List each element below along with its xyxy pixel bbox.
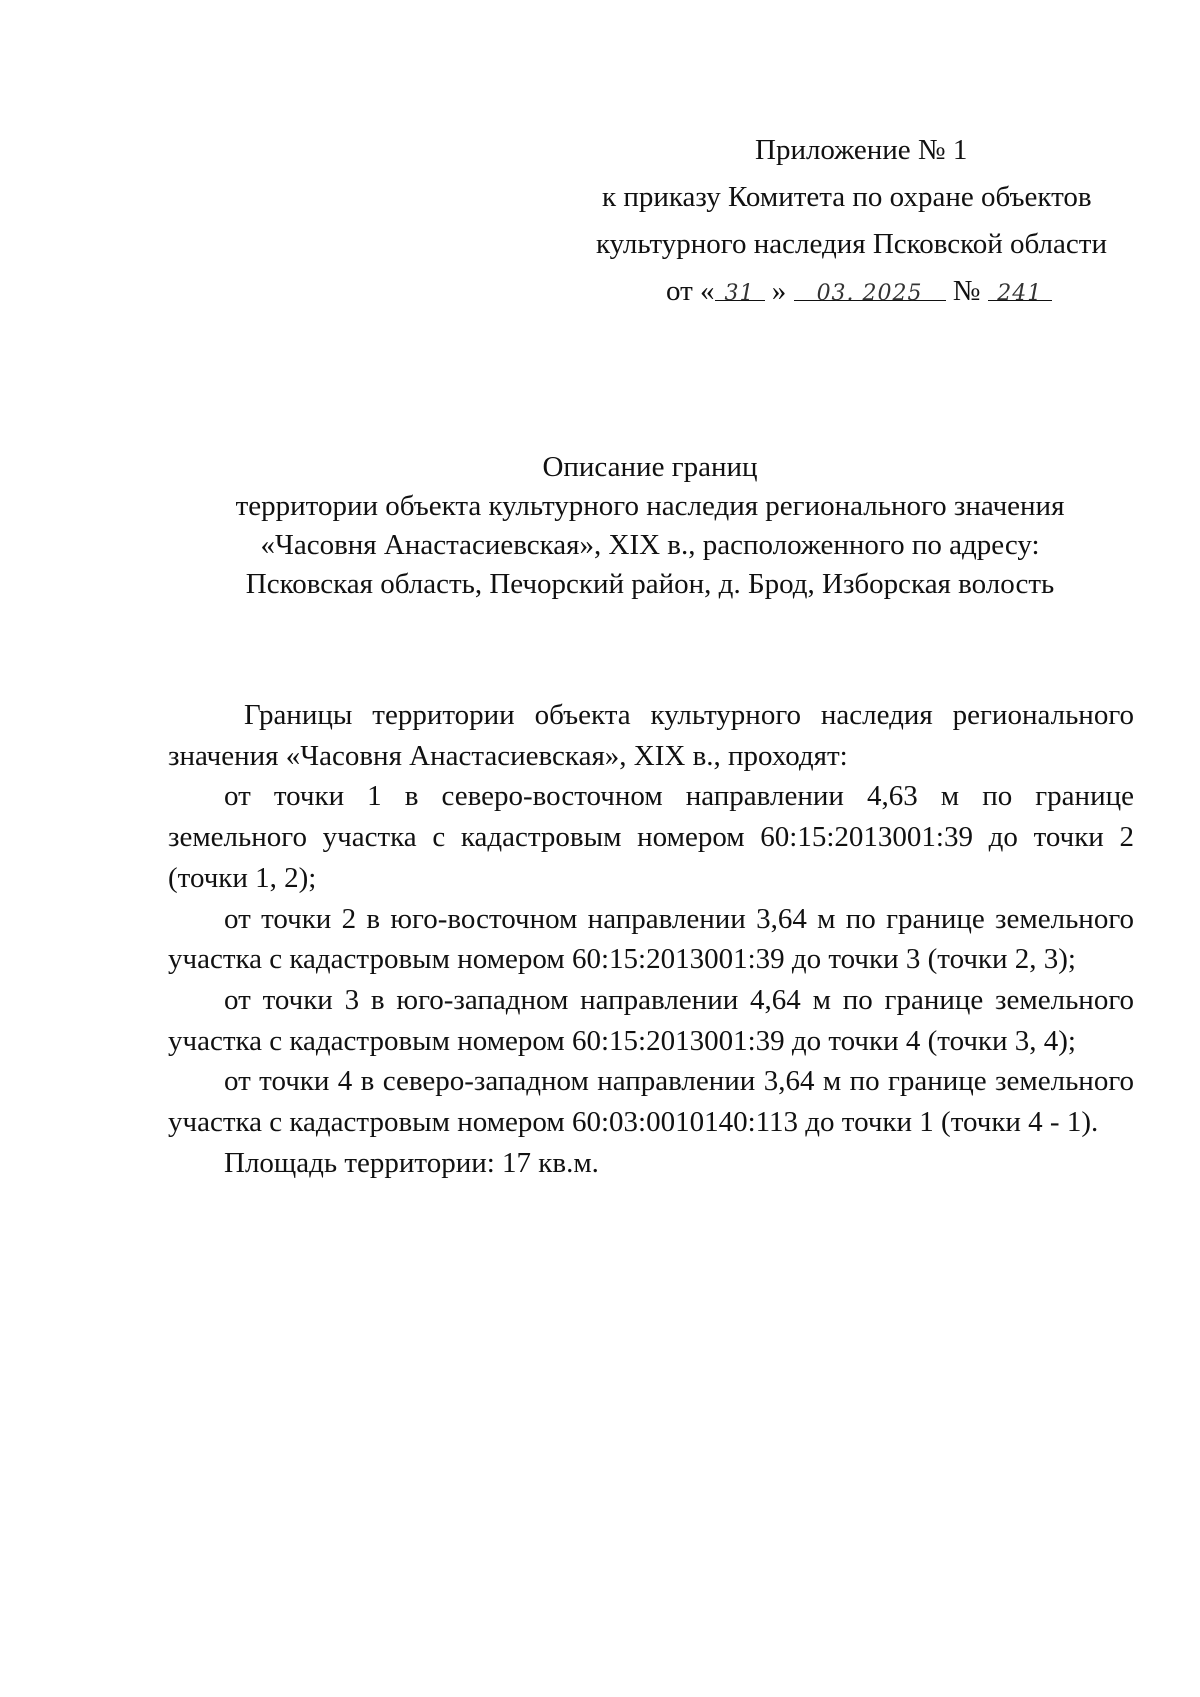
number-sign: №	[952, 275, 981, 307]
order-reference: к приказу Комитета по охране объектов	[602, 181, 1092, 213]
title-line-1: Описание границ	[542, 451, 758, 483]
number-field	[988, 268, 1052, 306]
appendix-number: Приложение № 1	[755, 134, 968, 166]
boundary-segment-3: от точки 3 в юго-западном направлении 4,64 м по границе земельного участка с кадастровым номером 60:15:2013001:39 до точки 4 (точки 3, 4);	[168, 983, 1134, 1057]
date-field	[794, 268, 946, 306]
title-line-4: Псковская область, Печорский район, д. Брод, Изборская волость	[245, 568, 1055, 600]
intro-paragraph: Границы территории объекта культурного наследия регионального значения «Часовня Анастасиевская», XIX в., проходят:	[168, 699, 1134, 772]
committee-name: культурного наследия Псковской области	[596, 228, 1107, 260]
document-body	[168, 695, 1134, 1183]
area-paragraph: Площадь территории: 17 кв.м.	[224, 1146, 599, 1179]
handwritten-day: 31	[724, 281, 755, 306]
boundary-segment-2: от точки 2 в юго-восточном направлении 3,64 м по границе земельного участка с кадастровым номером 60:15:2013001:39 до точки 3 (точки 2, 3);	[168, 902, 1134, 976]
boundary-segment-4: от точки 4 в северо-западном направлении 3,64 м по границе земельного участка с кадастровым номером 60:03:0010140:113 до точки 1 (точки 4 - 1).	[168, 1065, 1134, 1139]
boundary-segment-1: от точки 1 в северо-восточном направлении 4,63 м по границе земельного участка с кадастровым номером 60:15:2013001:39 до точки 2 (точки 1, 2);	[168, 780, 1134, 894]
order-date-line	[560, 268, 1160, 315]
quote-close: »	[771, 275, 787, 307]
handwritten-number: 241	[997, 281, 1043, 306]
document-title	[160, 448, 1140, 604]
title-line-2: территории объекта культурного наследия регионального значения	[235, 490, 1065, 522]
appendix-header	[560, 127, 1160, 315]
day-field	[715, 268, 765, 306]
from-prefix: от «	[666, 275, 715, 307]
handwritten-date: 03. 2025	[816, 281, 923, 306]
title-line-3: «Часовня Анастасиевская», XIX в., расположенного по адресу:	[260, 529, 1040, 561]
